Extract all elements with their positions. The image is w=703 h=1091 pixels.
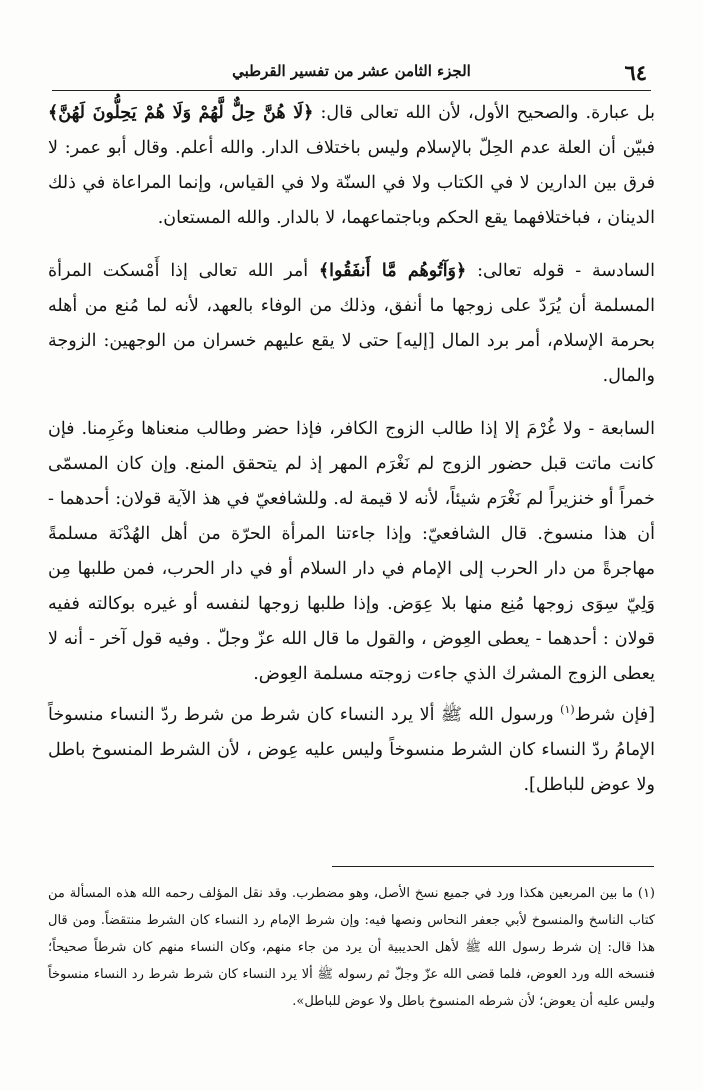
footnote-text: (١) ما بين المربعين هكذا ورد في جميع نسخ الأصل، وهو مضطرب. وقد نقل المؤلف رحمه الله هذه المسألة من كتاب الناسخ والمنسوخ لأبي جعفر النحاس ونصها فيه: وإن شرط الإمام رد النساء كان الشرط منتقضاً. ومن قال هذا قال: إن شرط رسول الله ﷺ لأهل الحديبية أن يرد من جاء منهم، وكان النساء منهم كان شرطاً صحيحاً؛ فنسخه الله ورد العوض، فلما قضى الله عزّ وجلّ ثم رسوله ﷺ ألا يرد النساء كان شرط شرط رد النساء منسوخاً وليس عليه أن يعوض؛ لأن شرطه المنسوخ باطل ولا عوض للباطل». bbox=[48, 886, 655, 1009]
paragraph-2-text-b: أمر الله تعالى إذا أَمْسكت المرأة المسلمة أن يُرَدّ على زوجها ما أنفق، وذلك من الوفاء بالعهد، لأنه لما مُنع من أهله بحرمة الإسلام، أمر برد المال [إليه] حتى لا يقع عليهم خسران من الوجهين: الزوجة والمال. bbox=[48, 261, 655, 386]
paragraph-4-text-mid: ورسول الله ﷺ ألا يرد النساء كان شرط من شرط ردّ النساء منسوخاً bbox=[48, 704, 561, 725]
paragraph-4-text-b: الإمامُ ردّ النساء كان الشرط منسوخاً وليس عليه عِوض ، لأن الشرط المنسوخ باطل ولا عوض للباطل]. bbox=[48, 739, 655, 795]
paragraph-2 bbox=[48, 254, 655, 394]
footnote-divider bbox=[332, 866, 654, 867]
main-text bbox=[48, 96, 655, 803]
quran-quote-2: ﴿وَآتُوهُم مَّا أَنفَقُوا﴾ bbox=[318, 261, 467, 281]
paragraph-1-text-a: بل عبارة. والصحيح الأول، لأن الله تعالى قال: bbox=[313, 103, 655, 123]
paragraph-3: السابعة - ولا غُرْمَ إلا إذا طالب الزوج الكافر، فإذا حضر وطالب منعناها وغَرِمنا. فإن كانت ماتت قبل حضور الزوج لم نَغْرَم المهر إذ لم يتحقق المنع. وإن كان المسمّى خمراً أو خنزيراً لم نَغْرَم شيئاً، لأنه لا قيمة له. وللشافعيّ في هذ الآية قولان: أحدهما - أن هذا منسوخ. قال الشافعيّ: وإذا جاءتنا المرأة الحرّة من أهل الهُدْنَة مسلمةً مهاجرةً من دار الحرب إلى الإمام في دار السلام أو في دار الحرب، فمن طلبها مِن وَلِيّ سِوَى زوجها مُنِع منها بلا عِوَض. وإذا طلبها زوجها لنفسه أو غيره بوكالته ففيه قولان : أحدهما - يعطى العِوض ، والقول ما قال الله عزّ وجلّ . وفيه قول آخر - أنه لا يعطى الزوج المشرك الذي جاءت زوجته مسلمة العِوض. bbox=[48, 419, 655, 684]
page-header bbox=[52, 60, 651, 91]
paragraph-1 bbox=[48, 96, 655, 236]
footnote-marker[interactable]: (١) bbox=[560, 703, 575, 716]
paragraph-4-text-a: [فإن شرط bbox=[574, 704, 655, 725]
paragraph-1-text-b: فبيّن أن العلة عدم الحِلّ بالإسلام وليس باختلاف الدار. والله أعلم. وقال أبو عمر: لا فرق بين الدارين لا في الكتاب ولا في السنّة ولا في القياس، وإنما المراعاة في ذلك الدينان ، فباختلافهما يقع الحكم وباجتماعهما، لا بالدار. والله المستعان. bbox=[48, 138, 655, 228]
paragraph-2-text-a: السادسة - قوله تعالى: bbox=[466, 261, 655, 281]
footnote bbox=[48, 880, 655, 1015]
page-number: ٦٤ bbox=[624, 60, 647, 85]
paragraph-4 bbox=[48, 692, 655, 803]
running-title: الجزء الثامن عشر من تفسير القرطبي bbox=[232, 62, 471, 80]
quran-quote-1: ﴿لَا هُنَّ حِلٌّ لَّهُمْ وَلَا هُمْ يَحِلُّونَ لَهُنَّ﴾ bbox=[48, 103, 314, 123]
